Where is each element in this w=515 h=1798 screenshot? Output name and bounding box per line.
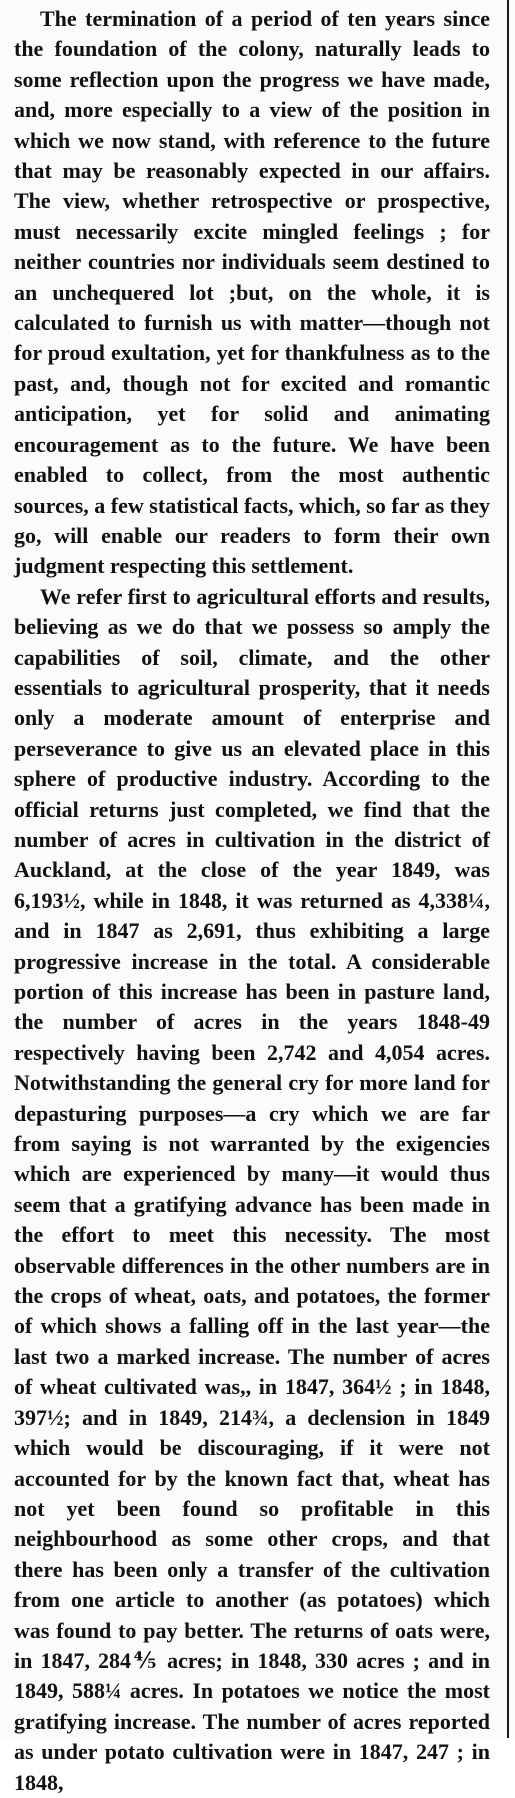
column-rule xyxy=(507,0,509,1738)
article-paragraph-1: The termination of a period of ten years since the foundation of the colony, naturally leads to some reflection upon the progress we have made, and, more especially to a view of the position in which we now stand, with reference to the future that may be reasonably expected in our affairs. The view, whether retrospective or prospective, must necessarily excite mingled feelings ; for neither countries nor individuals seem destined to an unchequered lot ;but, on the whole, it is calculated to furnish us with matter—though not for proud exultation, yet for thankfulness as to the past, and, though not for excited and romantic anticipation, yet for solid and animating encouragement as to the future. We have been enabled to collect, from the most authentic sources, a few statistical facts, which, so far as they go, will enable our readers to form their own judgment respecting this settlement. xyxy=(14,6,490,579)
article-paragraph-2: We refer first to agricultural efforts and results, believing as we do that we possess so amply the capabilities of soil, climate, and the other essentials to agricultural prosperity, that it needs only a moderate amount of enterprise and perseverance to give us an elevated place in this sphere of productive industry. According to the official returns just completed, we find that the number of acres in cultivation in the district of Auckland, at the close of the year 1849, was 6,193½, while in 1848, it was returned as 4,338¼, and in 1847 as 2,691, thus exhibiting a large progressive increase in the total. A considerable portion of this increase has been in pasture land, the number of acres in the years 1848-49 respectively having been 2,742 and 4,054 acres. Notwithstanding the general cry for more land for depasturing purposes—a cry which we are far from saying is not warranted by the exigencies which are experienced by many—it would thus seem that a gratifying advance has been made in the effort to meet this necessity. The most observable differences in the other numbers are in the crops of wheat, oats, and potatoes, the former of which shows a falling off in the last year—the last two a marked increase. The number of acres of wheat cultivated was,, in 1847, 364½ ; in 1848, 397½; and in 1849, 214¾, a declension in 1849 which would be discouraging, if it were not accounted for by the known fact that, wheat has not yet been found so profitable in this neighbourhood as some other crops, and that there has been only a transfer of the cultivation from one article to another (as potatoes) which was found to pay better. The returns of oats were, in 1847, 284⅘ acres; in 1848, 330 acres ; and in 1849, 588¼ acres. In potatoes we notice the most gratifying increase. The number of acres reported as under potato cultivation were in 1847, 247 ; in 1848, xyxy=(14,583,490,1795)
article-column xyxy=(14,4,490,1798)
